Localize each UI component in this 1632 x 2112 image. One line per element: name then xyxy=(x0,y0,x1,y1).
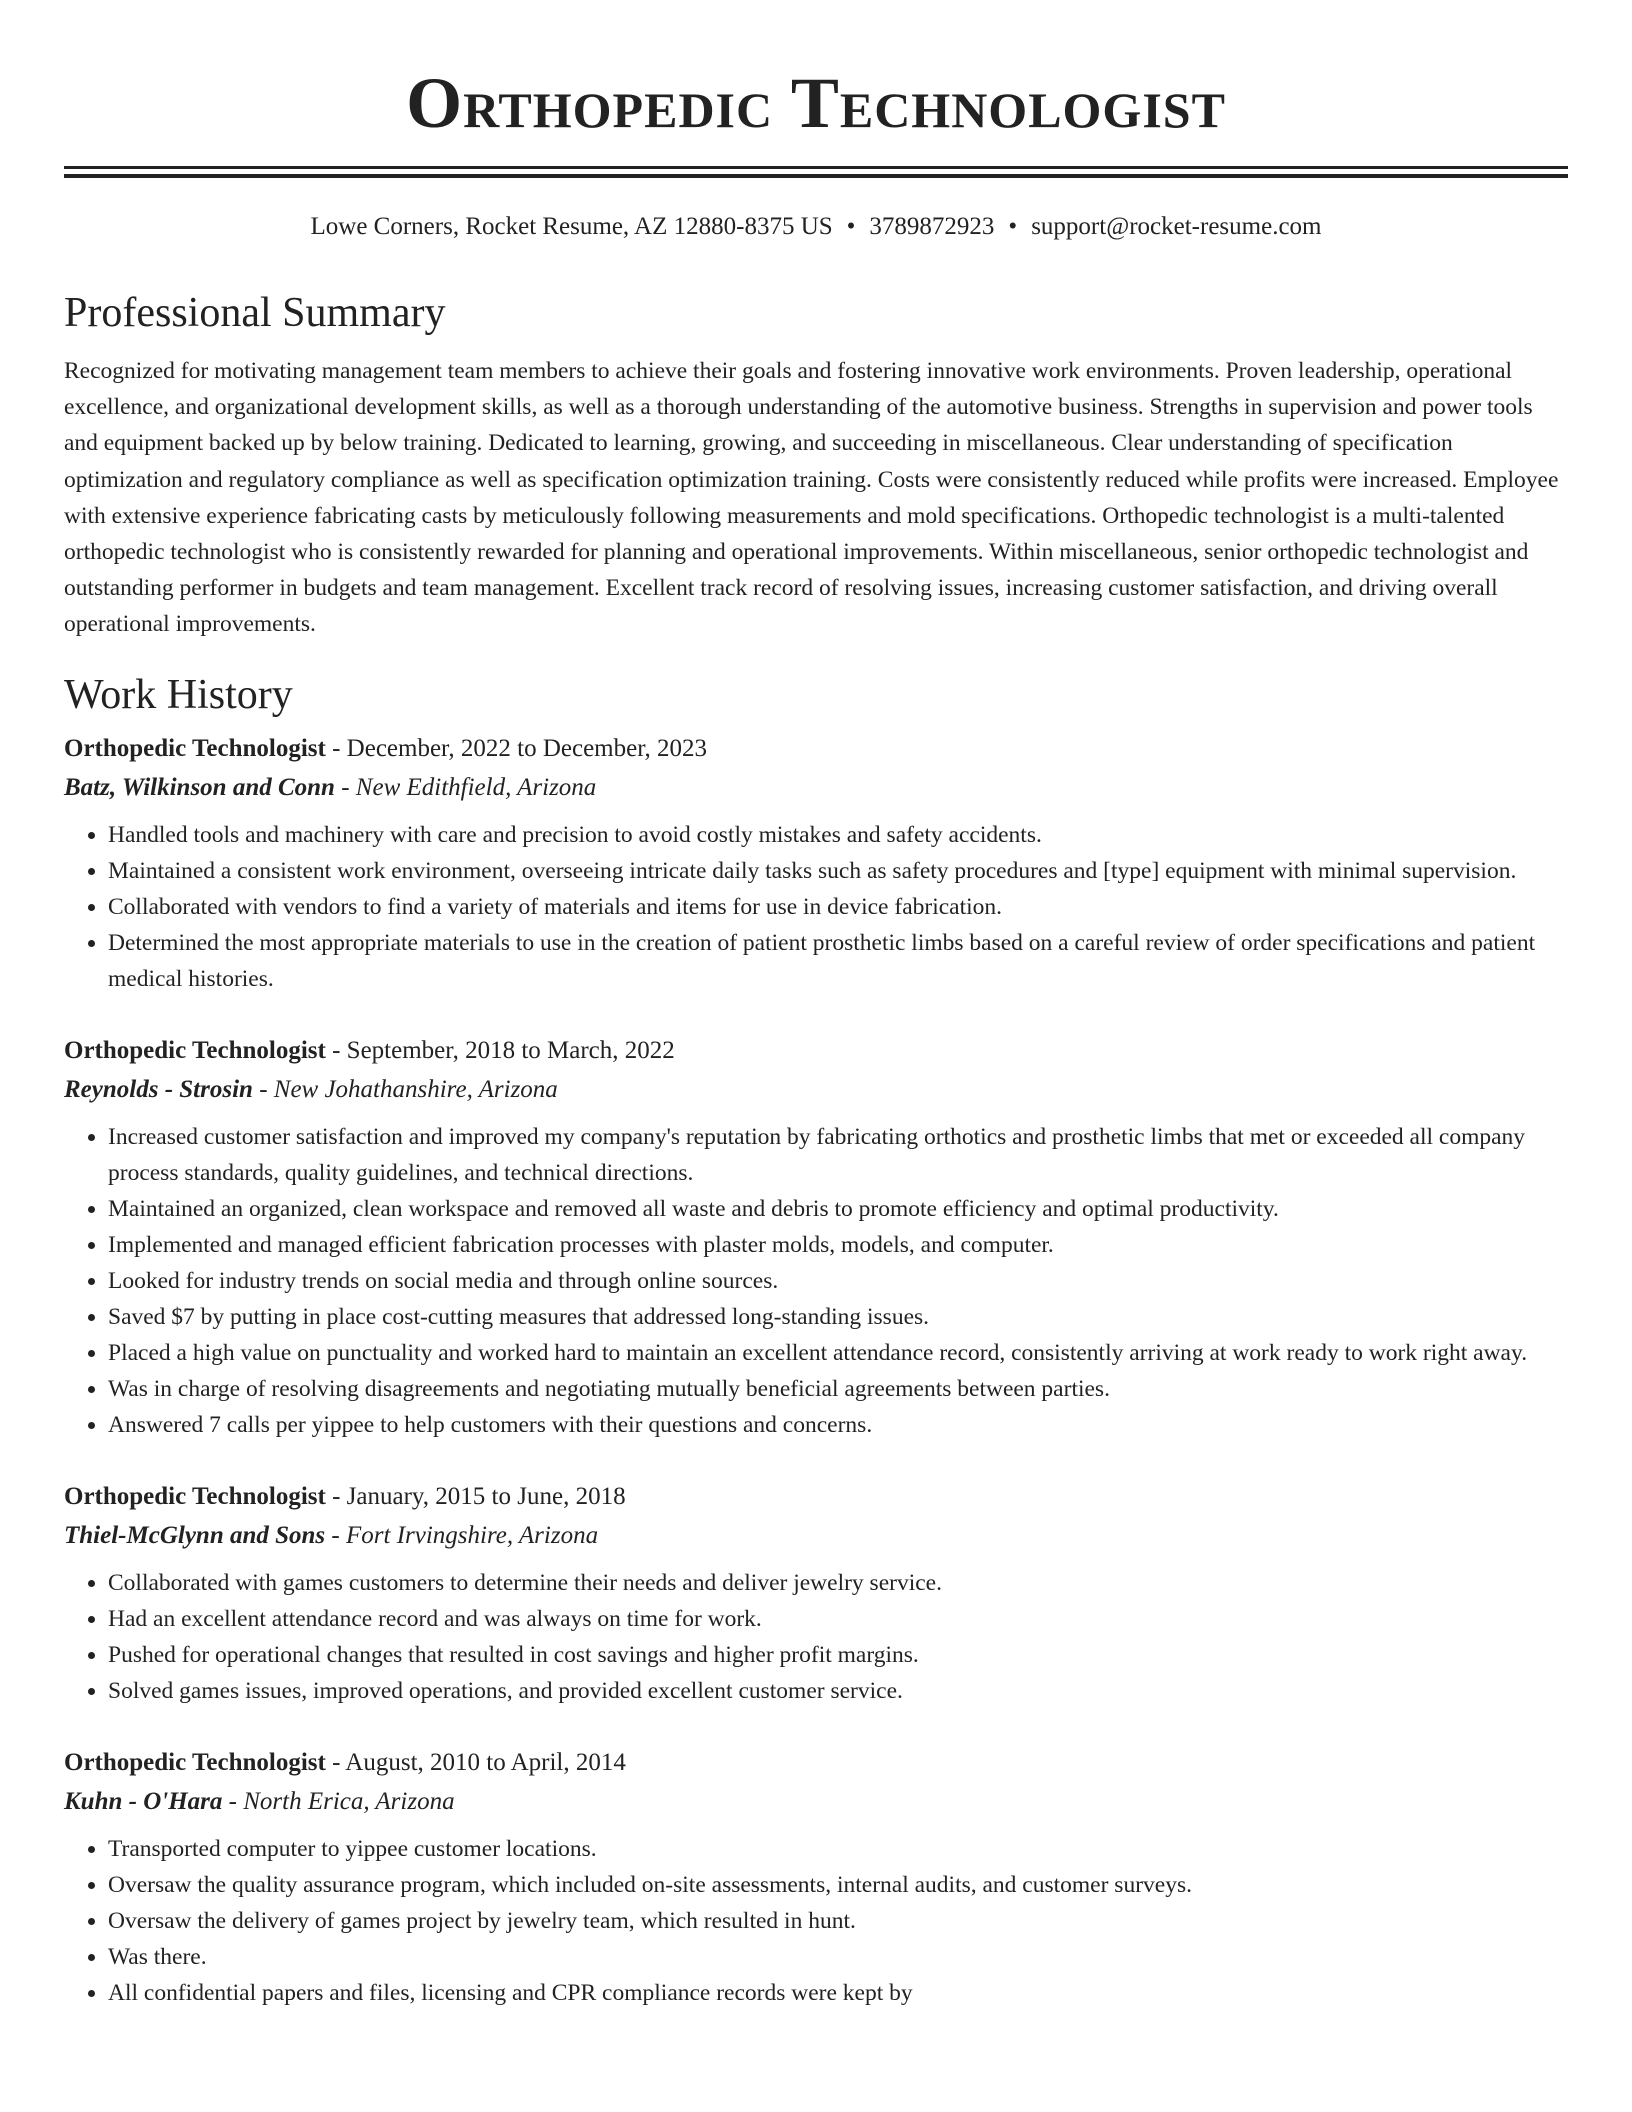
job-company: Reynolds - Strosin xyxy=(64,1075,253,1103)
job-bullet: • Maintained an organized, clean workspace and removed all waste and debris to promote efficiency and optimal productivity. xyxy=(108,1191,1568,1227)
job-bullet: • Solved games issues, improved operations, and provided excellent customer service. xyxy=(108,1673,1568,1709)
job-location: - New Edithfield, Arizona xyxy=(334,773,597,801)
job-bullet: • Placed a high value on punctuality and worked hard to maintain an excellent attendance record, consistently arriving at work ready to work right away. xyxy=(108,1335,1568,1371)
job-employer xyxy=(64,1516,1568,1555)
job-bullet: • Was in charge of resolving disagreements and negotiating mutually beneficial agreements between parties. xyxy=(108,1371,1568,1407)
job-role: Orthopedic Technologist xyxy=(64,1036,326,1064)
job-bullet: • Was there. xyxy=(108,1939,1568,1975)
job-bullet-list xyxy=(64,1119,1568,1443)
job-bullet-list xyxy=(64,817,1568,997)
contact-separator: • xyxy=(846,213,856,240)
job-bullet: • Looked for industry trends on social media and through online sources. xyxy=(108,1263,1568,1299)
contact-address: Lowe Corners, Rocket Resume, AZ 12880-8375 US xyxy=(310,213,833,240)
summary-heading: Professional Summary xyxy=(64,290,446,336)
job-company: Batz, Wilkinson and Conn xyxy=(64,773,335,801)
job-bullet: • Implemented and managed efficient fabrication processes with plaster molds, models, and computer. xyxy=(108,1227,1568,1263)
job-bullet: • Answered 7 calls per yippee to help customers with their questions and concerns. xyxy=(108,1407,1568,1443)
job-entry xyxy=(64,1477,1568,1709)
job-bullet: • Pushed for operational changes that resulted in cost savings and higher profit margins. xyxy=(108,1637,1568,1673)
job-bullet: • Increased customer satisfaction and improved my company's reputation by fabricating orthotics and prosthetic limbs that met or exceeded all company process standards, quality guidelines, and technical directions. xyxy=(108,1119,1568,1191)
job-bullet: • Handled tools and machinery with care and precision to avoid costly mistakes and safety accidents. xyxy=(108,817,1568,853)
job-bullet: • Transported computer to yippee customer locations. xyxy=(108,1831,1568,1867)
job-employer xyxy=(64,1782,1568,1821)
job-location: - North Erica, Arizona xyxy=(222,1787,455,1815)
work-history-list xyxy=(64,729,1568,2011)
job-header xyxy=(64,1031,1568,1070)
job-company: Kuhn - O'Hara xyxy=(64,1787,223,1815)
contact-phone: 3789872923 xyxy=(869,213,995,240)
job-dates: - August, 2010 to April, 2014 xyxy=(325,1748,626,1776)
job-dates: - January, 2015 to June, 2018 xyxy=(325,1482,626,1510)
job-bullet: • Oversaw the delivery of games project by jewelry team, which resulted in hunt. xyxy=(108,1903,1568,1939)
job-entry xyxy=(64,729,1568,997)
job-bullet: • Oversaw the quality assurance program, which included on-site assessments, internal audits, and customer surveys. xyxy=(108,1867,1568,1903)
summary-text: Recognized for motivating management team members to achieve their goals and fostering innovative work environments. Proven leadership, operational excellence, and organizational development skills, as well as a thorough understanding of the automotive business. Strengths in supervision and power tools and equipment backed up by below training. Dedicated to learning, growing, and succeeding in miscellaneous. Clear understanding of specification optimization and regulatory compliance as well as specification optimization training. Costs were consistently reduced while profits were increased. Employee with extensive experience fabricating casts by meticulously following measurements and mold specifications. Orthopedic technologist is a multi-talented orthopedic technologist who is consistently rewarded for planning and operational improvements. Within miscellaneous, senior orthopedic technologist and outstanding performer in budgets and team management. Excellent track record of resolving issues, increasing customer satisfaction, and driving overall operational improvements. xyxy=(64,358,1559,638)
job-header xyxy=(64,729,1568,768)
job-bullet: • Collaborated with vendors to find a variety of materials and items for use in device fabrication. xyxy=(108,889,1568,925)
job-header xyxy=(64,1477,1568,1516)
job-role: Orthopedic Technologist xyxy=(64,1482,326,1510)
job-entry xyxy=(64,1743,1568,2011)
job-location: - Fort Irvingshire, Arizona xyxy=(325,1521,599,1549)
work-history-heading: Work History xyxy=(64,671,293,718)
job-employer xyxy=(64,768,1568,807)
resume-title: Orthopedic Technologist xyxy=(406,63,1226,143)
job-employer xyxy=(64,1070,1568,1109)
contact-separator: • xyxy=(1008,213,1018,240)
job-bullet: • Maintained a consistent work environment, overseeing intricate daily tasks such as safety procedures and [type] equipment with minimal supervision. xyxy=(108,853,1568,889)
title-divider xyxy=(64,166,1568,178)
job-company: Thiel-McGlynn and Sons xyxy=(64,1521,326,1549)
job-role: Orthopedic Technologist xyxy=(64,734,326,762)
job-bullet: • All confidential papers and files, licensing and CPR compliance records were kept by xyxy=(108,1975,1568,2011)
job-dates: - December, 2022 to December, 2023 xyxy=(325,734,708,762)
job-header xyxy=(64,1743,1568,1782)
job-location: - New Johathanshire, Arizona xyxy=(252,1075,558,1103)
contact-email: support@rocket-resume.com xyxy=(1031,213,1322,240)
job-dates: - September, 2018 to March, 2022 xyxy=(325,1036,675,1064)
job-entry xyxy=(64,1031,1568,1443)
contact-line xyxy=(64,211,1568,243)
job-role: Orthopedic Technologist xyxy=(64,1748,326,1776)
job-bullet: • Saved $7 by putting in place cost-cutting measures that addressed long-standing issues. xyxy=(108,1299,1568,1335)
resume-page xyxy=(64,0,1568,2011)
job-bullet: • Determined the most appropriate materials to use in the creation of patient prosthetic limbs based on a careful review of order specifications and patient medical histories. xyxy=(108,925,1568,997)
job-bullet: • Had an excellent attendance record and was always on time for work. xyxy=(108,1601,1568,1637)
job-bullet-list xyxy=(64,1565,1568,1709)
job-bullet: • Collaborated with games customers to determine their needs and deliver jewelry service. xyxy=(108,1565,1568,1601)
job-bullet-list xyxy=(64,1831,1568,2011)
